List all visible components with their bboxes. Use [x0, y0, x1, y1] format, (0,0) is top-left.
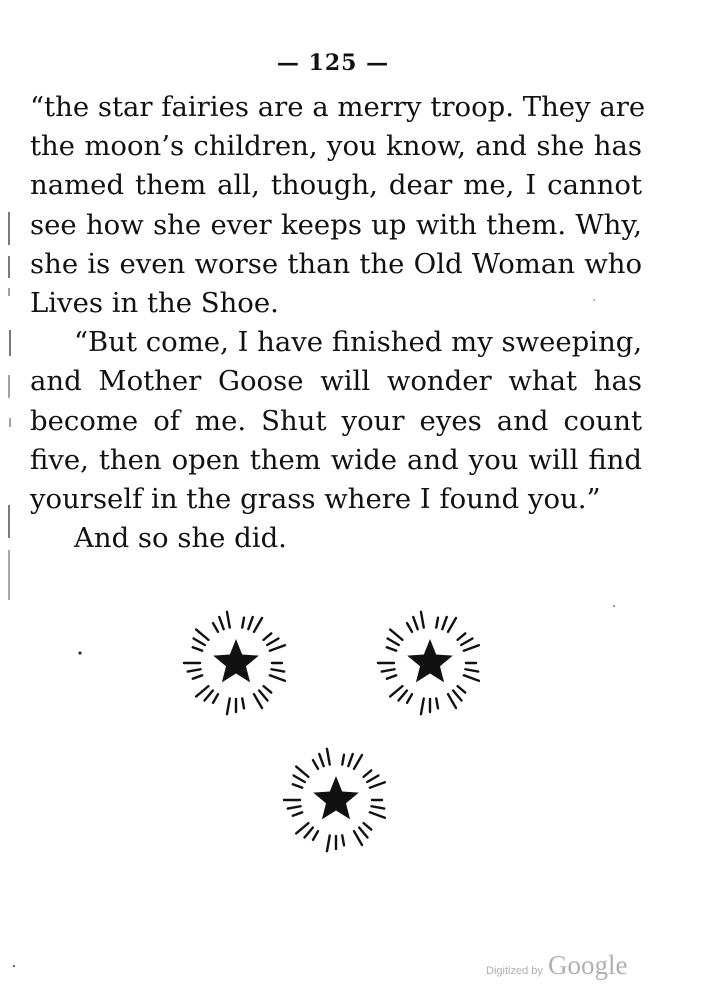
text-line: Lives in the Shoe. [30, 287, 279, 320]
text-line: the moon’s children, you know, and she has [30, 130, 642, 163]
text-line: yourself in the grass where I found you.” [30, 483, 601, 516]
digitized-by-google-watermark [486, 950, 627, 981]
text-line: And so she did. [74, 522, 287, 555]
text-line: named them all, though, dear me, I cannot [30, 169, 642, 202]
text-line: “the star fairies are a merry troop. They are [30, 91, 646, 123]
google-logo: Google [547, 950, 628, 980]
text-line: become of me. Shut your eyes and count [30, 404, 642, 437]
page-number: — 125 — [276, 50, 390, 76]
text-line: see how she ever keeps up with them. Why, [30, 208, 642, 241]
text-line: “But come, I have finished my sweeping, [74, 326, 643, 359]
text-line: and Mother Goose will wonder what has [30, 365, 642, 398]
text-line: five, then open them wide and you will find [30, 443, 642, 476]
watermark-prefix: Digitized by [486, 965, 543, 977]
text-line: she is even worse than the Old Woman who [30, 247, 642, 280]
